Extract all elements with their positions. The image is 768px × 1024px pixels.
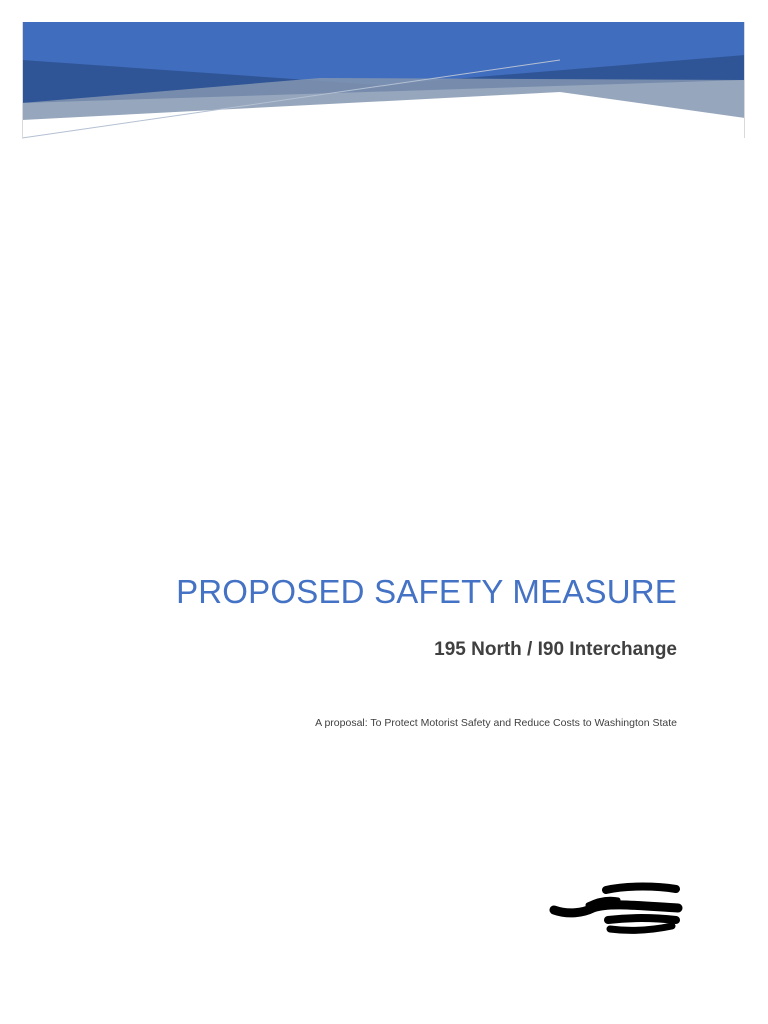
redaction-stroke-lower bbox=[608, 918, 676, 920]
redaction-marks bbox=[548, 880, 684, 940]
redaction-stroke-top bbox=[606, 887, 676, 891]
redaction-stroke-middle bbox=[554, 905, 678, 913]
page-title: PROPOSED SAFETY MEASURE bbox=[176, 573, 677, 610]
header-banner bbox=[0, 0, 768, 150]
page-subtitle: 195 North / I90 Interchange bbox=[434, 639, 677, 660]
document-abstract: A proposal: To Protect Motorist Safety and Reduce Costs to Washington State bbox=[315, 717, 677, 729]
redaction-stroke-bottom bbox=[610, 926, 672, 930]
